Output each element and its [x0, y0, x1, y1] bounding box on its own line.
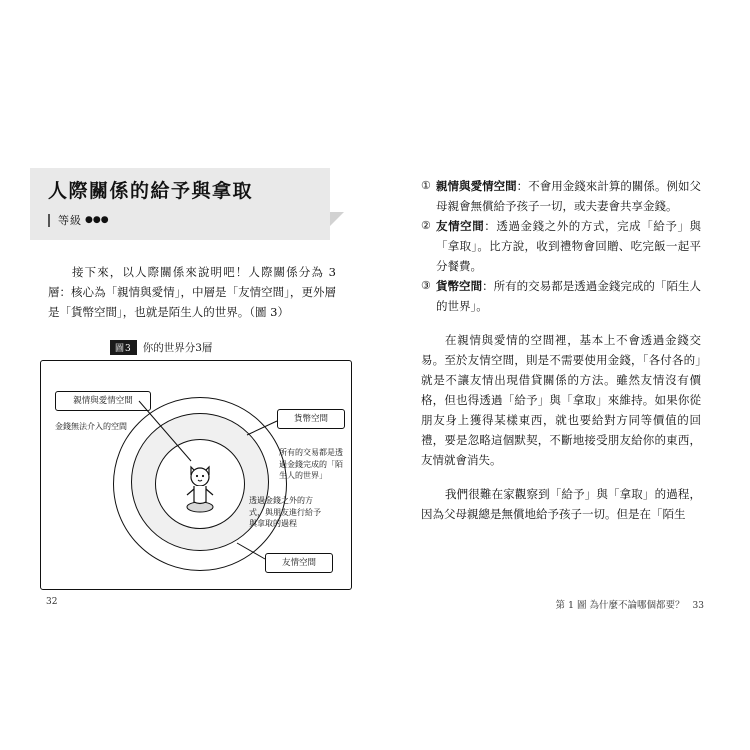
left-body-paragraph: 接下來，以人際關係來說明吧！人際關係分為 3 層：核心為「親情與愛情」，中層是「友情空間」，更外層是「貨幣空間」，也就是陌生人的世界。（圖 3）	[48, 265, 336, 319]
spread	[18, 150, 732, 630]
right-body	[421, 176, 701, 524]
figure-note-family-love: 金錢無法介入的空間	[55, 422, 127, 431]
list-text	[436, 216, 701, 276]
figure-caption-text: 你的世界分3層	[142, 342, 213, 354]
figure-caption	[110, 340, 212, 355]
figure-note-friendship: 透過金錢之外的方式，與朋友進行給予與拿取的過程	[249, 496, 321, 528]
list-desc: ：所有的交易都是透過金錢完成的「陌生人的世界」。	[436, 279, 702, 313]
list-item	[421, 176, 701, 216]
figure-3	[32, 340, 362, 595]
figure-label-currency: 貨幣空間	[277, 409, 345, 429]
list-desc: ：不會用金錢來計算的關係。例如父母親會無償給予孩子一切，或夫妻會共享金錢。	[436, 179, 702, 213]
figure-leader-lines	[41, 361, 351, 589]
level-label: 等級	[58, 214, 82, 227]
level-indicator	[48, 212, 109, 228]
list-marker: ③	[421, 279, 431, 292]
page-number-right: 33	[692, 601, 704, 611]
page-number-left: 32	[46, 597, 58, 607]
list-marker: ①	[421, 179, 431, 192]
figure-tag: 圖3	[110, 340, 137, 355]
list-text	[436, 176, 701, 216]
list-text	[436, 276, 701, 316]
level-dots: ●●●	[85, 215, 109, 225]
right-paragraph-1: 在親情與愛情的空間裡，基本上不會透過金錢交易。至於友情空間，則是不需要使用金錢，「各付各的」就是不讓友情出現借貸關係的方法。雖然友情沒有價格，但也得透過「給予」與「拿取」來維持。如果你從朋友身上獲得某樣東西，就也要給對方同等價值的回禮，要是忽略這個默契，不斷地接受朋友給你的東西，友情就會消失。	[421, 333, 701, 467]
footer-chapter-title: 第 1 圖 為什麼不論哪個都要？	[555, 600, 685, 611]
figure-note-currency: 所有的交易都是透過金錢完成的「陌生人的世界」	[279, 448, 343, 480]
list-desc: ：透過金錢之外的方式，完成「給予」與「拿取」。比方說，收到禮物會回贈、吃完飯一起平分餐費。	[436, 219, 702, 273]
banner-fold-corner	[330, 212, 344, 226]
list-term: 親情與愛情空間	[436, 179, 517, 193]
level-bar-icon	[48, 214, 50, 227]
figure-label-friendship: 友情空間	[265, 553, 333, 573]
right-paragraph-2: 我們很難在家觀察到「給予」與「拿取」的過程，因為父母親總是無償地給予孩子一切。但是在「陌生	[421, 487, 701, 521]
page-title: 人際關係的給予與拿取	[48, 180, 254, 202]
right-page	[375, 150, 732, 630]
figure-label-family-love: 親情與愛情空間	[55, 391, 151, 411]
list-item	[421, 216, 701, 276]
page-footer-right	[555, 597, 704, 611]
list-marker: ②	[421, 219, 431, 232]
left-page	[18, 150, 375, 630]
figure-frame	[40, 360, 352, 590]
list-term: 友情空間	[436, 219, 485, 233]
list-item	[421, 276, 701, 316]
list-term: 貨幣空間	[436, 279, 483, 293]
